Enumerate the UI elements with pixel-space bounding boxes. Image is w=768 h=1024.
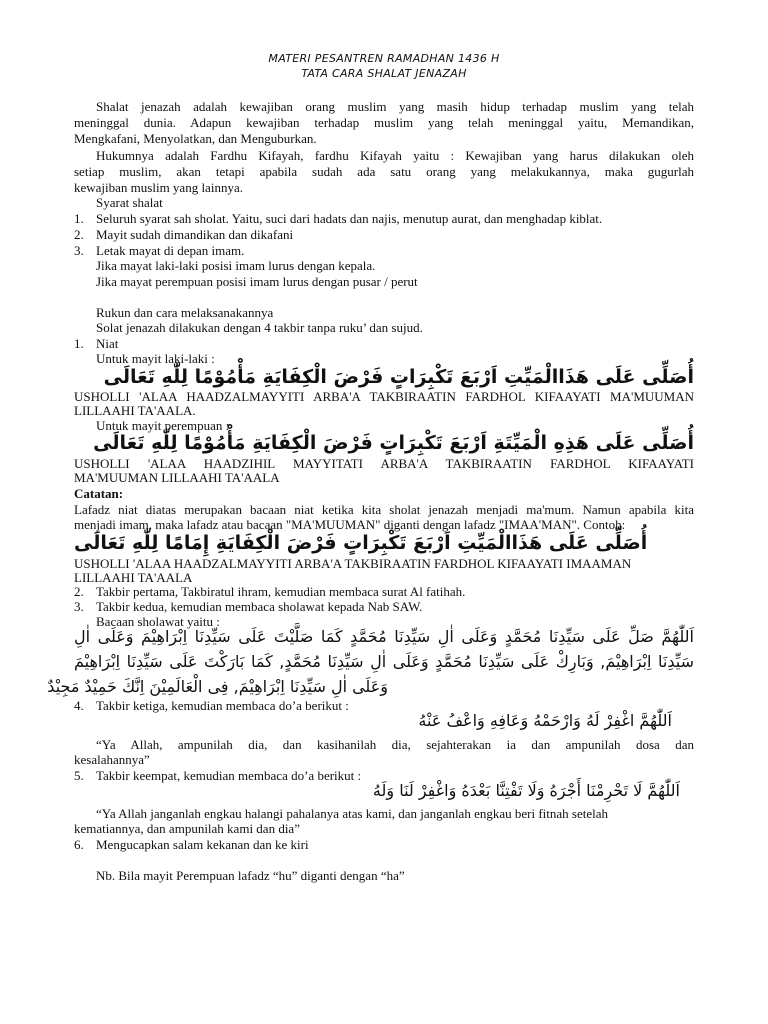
step-4-arabic: اَللّٰهُمَّ اغْفِرْ لَهُ وَارْحَمْهُ وَعَافِهِ وَاعْفُ عَنْهُ (418, 711, 672, 730)
niat-male-arabic: أُصَلِّى عَلَى هَذَاالْمَيِّتِ اَرْبَعَ تَكْبِرَاتٍ فَرْضَ الْكِفَايَةِ مَأْمُوْمًا لِلّٰهِ تَعَالَى (103, 366, 694, 388)
step-6-num: 6. (74, 837, 84, 852)
step-5-arabic: اَللّٰهُمَّ لَا تَحْرِمْنَا أَجْرَهُ وَلَا تَفْتِنَّا بَعْدَهُ وَاغْفِرْ لَنَا وَلَهُ (372, 781, 680, 800)
sholawat-arabic-line3: وَعَلَى اٰلِ سَيِّدِنَا اِبْرَاهِيْمَ, فِى الْعَالَمِيْنَ اِنَّكَ حَمِيْدٌ مَجِيْدٌ (47, 677, 388, 696)
step-5-translation-line1: “Ya Allah janganlah engkau halangi pahalanya atas kami, dan janganlah engkau beri fitnah setelah (96, 806, 608, 821)
niat-female-arabic: أُصَلِّى عَلَى هَذِهِ الْمَيِّتَةِ اَرْبَعَ تَكْبِرَاتٍ فَرْضَ الْكِفَايَةِ مَأْمُوْمًا لِلّٰهِ تَعَالَى (93, 432, 694, 454)
rukun-subheading: Solat jenazah dilakukan dengan 4 takbir tanpa ruku’ dan sujud. (96, 320, 423, 335)
syarat-item-3: Letak mayat di depan imam. (96, 243, 245, 258)
step-4-translation-line2: kesalahannya” (74, 752, 150, 767)
syarat-item-2-num: 2. (74, 227, 84, 242)
footnote-nb: Nb. Bila mayit Perempuan lafadz “hu” diganti dengan “ha” (96, 868, 405, 883)
intro-p1-line2: meninggal dunia. Adapun kewajiban terhadap muslim yang telah meninggal yaitu, Memandikan, (74, 115, 694, 130)
niat-female-latin-line2: MA'MUUMAN LILLAAHI TA'AALA (74, 470, 280, 485)
title-line-2: TATA CARA SHALAT JENAZAH (301, 67, 467, 80)
step-4-num: 4. (74, 698, 84, 713)
intro-p2-line2: setiap muslim, akan tetapi apabila sudah ada satu orang yang melakukannya, maka gugurlah (74, 164, 694, 179)
syarat-item-3-num: 3. (74, 243, 84, 258)
catatan-arabic: أُصَلِّى عَلَى هَذَاالْمَيِّتِ اَرْبَعَ تَكْبِرَاتٍ فَرْضَ الْكِفَايَةِ إِمَامًا لِلّٰهِ تَعَالَى (74, 532, 648, 554)
syarat-item-2: Mayit sudah dimandikan dan dikafani (96, 227, 294, 242)
step-3-text: Takbir kedua, kemudian membaca sholawat kepada Nab SAW. (96, 599, 423, 614)
step-4-translation-line1: “Ya Allah, ampunilah dia, dan kasihanilah dia, sejahterakan ia dan ampunilah dosa dan (96, 737, 694, 752)
intro-p2-line1: Hukumnya adalah Fardhu Kifayah, fardhu Kifayah yaitu : Kewajiban yang harus dilakukan oleh (96, 148, 694, 163)
step-5-translation-line2: kematiannya, dan ampunilah kami dan dia” (74, 821, 300, 836)
syarat-note-male: Jika mayat laki-laki posisi imam lurus dengan kepala. (96, 258, 376, 273)
catatan-line1: Lafadz niat diatas merupakan bacaan niat ketika kita sholat jenazah menjadi ma'mum. Namun apabila kita (74, 502, 694, 517)
rukun-heading: Rukun dan cara melaksanakannya (96, 305, 274, 320)
catatan-latin-line2: LILLAAHI TA'AALA (74, 570, 193, 585)
niat-female-latin-line1: USHOLLI 'ALAA HAADZIHIL MAYYITATI ARBA'A TAKBIRAATIN FARDHOL KIFAAYATI (74, 456, 694, 471)
niat-label: Niat (96, 336, 119, 351)
step-2-num: 2. (74, 584, 84, 599)
sholawat-arabic-line1: اَللّٰهُمَّ صَلِّ عَلَى سَيِّدِنَا مُحَمَّدٍ وَعَلَى اٰلِ سَيِّدِنَا مُحَمَّدٍ كَمَا صَلَّيْتَ عَلَى سَيِّدِنَا اِبْرَاهِيْمَ وَعَلَى اٰلِ (74, 627, 694, 646)
intro-p1-line1: Shalat jenazah adalah kewajiban orang muslim yang masih hidup terhadap muslim yang telah (96, 99, 694, 114)
sholawat-label: Bacaan sholawat yaitu : (96, 614, 220, 629)
sholawat-arabic-line2: سَيِّدِنَا اِبْرَاهِيْمَ, وَبَارِكْ عَلَى سَيِّدِنَا مُحَمَّدٍ وَعَلَى اٰلِ سَيِّدِنَا مُحَمَّدٍ, كَمَا بَارَكْتَ عَلَى سَيِّدِنَا اِبْرَاهِيْمَ (74, 652, 694, 671)
syarat-item-1: Seluruh syarat sah sholat. Yaitu, suci dari hadats dan najis, menutup aurat, dan menghadap kiblat. (96, 211, 603, 226)
step-3-num: 3. (74, 599, 84, 614)
catatan-line2: menjadi imam, maka lafadz atau bacaan "MA'MUUMAN" diganti dengan lafadz "IMAA'MAN". Contoh: (74, 517, 626, 532)
niat-num: 1. (74, 336, 84, 351)
syarat-heading: Syarat shalat (96, 195, 163, 210)
catatan-heading: Catatan: (74, 486, 124, 501)
step-6-text: Mengucapkan salam kekanan dan ke kiri (96, 837, 309, 852)
niat-female-label: Untuk mayit perempuan : (96, 418, 230, 433)
step-4-text: Takbir ketiga, kemudian membaca do’a berikut : (96, 698, 349, 713)
syarat-item-1-num: 1. (74, 211, 84, 226)
syarat-note-female: Jika mayat perempuan posisi imam lurus dengan pusar / perut (96, 274, 418, 289)
step-5-text: Takbir keempat, kemudian membaca do’a berikut : (96, 768, 362, 783)
catatan-latin-line1: USHOLLI 'ALAA HAADZALMAYYITI ARBA'A TAKBIRAATIN FARDHOL KIFAAYATI IMAAMAN (74, 556, 632, 571)
intro-p1-line3: Mengkafani, Menyolatkan, dan Menguburkan. (74, 131, 317, 146)
niat-male-latin-line2: LILLAAHI TA'AALA. (74, 403, 196, 418)
step-5-num: 5. (74, 768, 84, 783)
niat-male-latin-line1: USHOLLI 'ALAA HAADZALMAYYITI ARBA'A TAKBIRAATIN FARDHOL KIFAAYATI MA'MUUMAN (74, 389, 694, 404)
step-2-text: Takbir pertama, Takbiratul ihram, kemudian membaca surat Al fatihah. (96, 584, 466, 599)
niat-male-label: Untuk mayit laki-laki : (96, 351, 215, 366)
title-line-1: MATERI PESANTREN RAMADHAN 1436 H (268, 52, 500, 65)
intro-p2-line3: kewajiban muslim yang lainnya. (74, 180, 243, 195)
